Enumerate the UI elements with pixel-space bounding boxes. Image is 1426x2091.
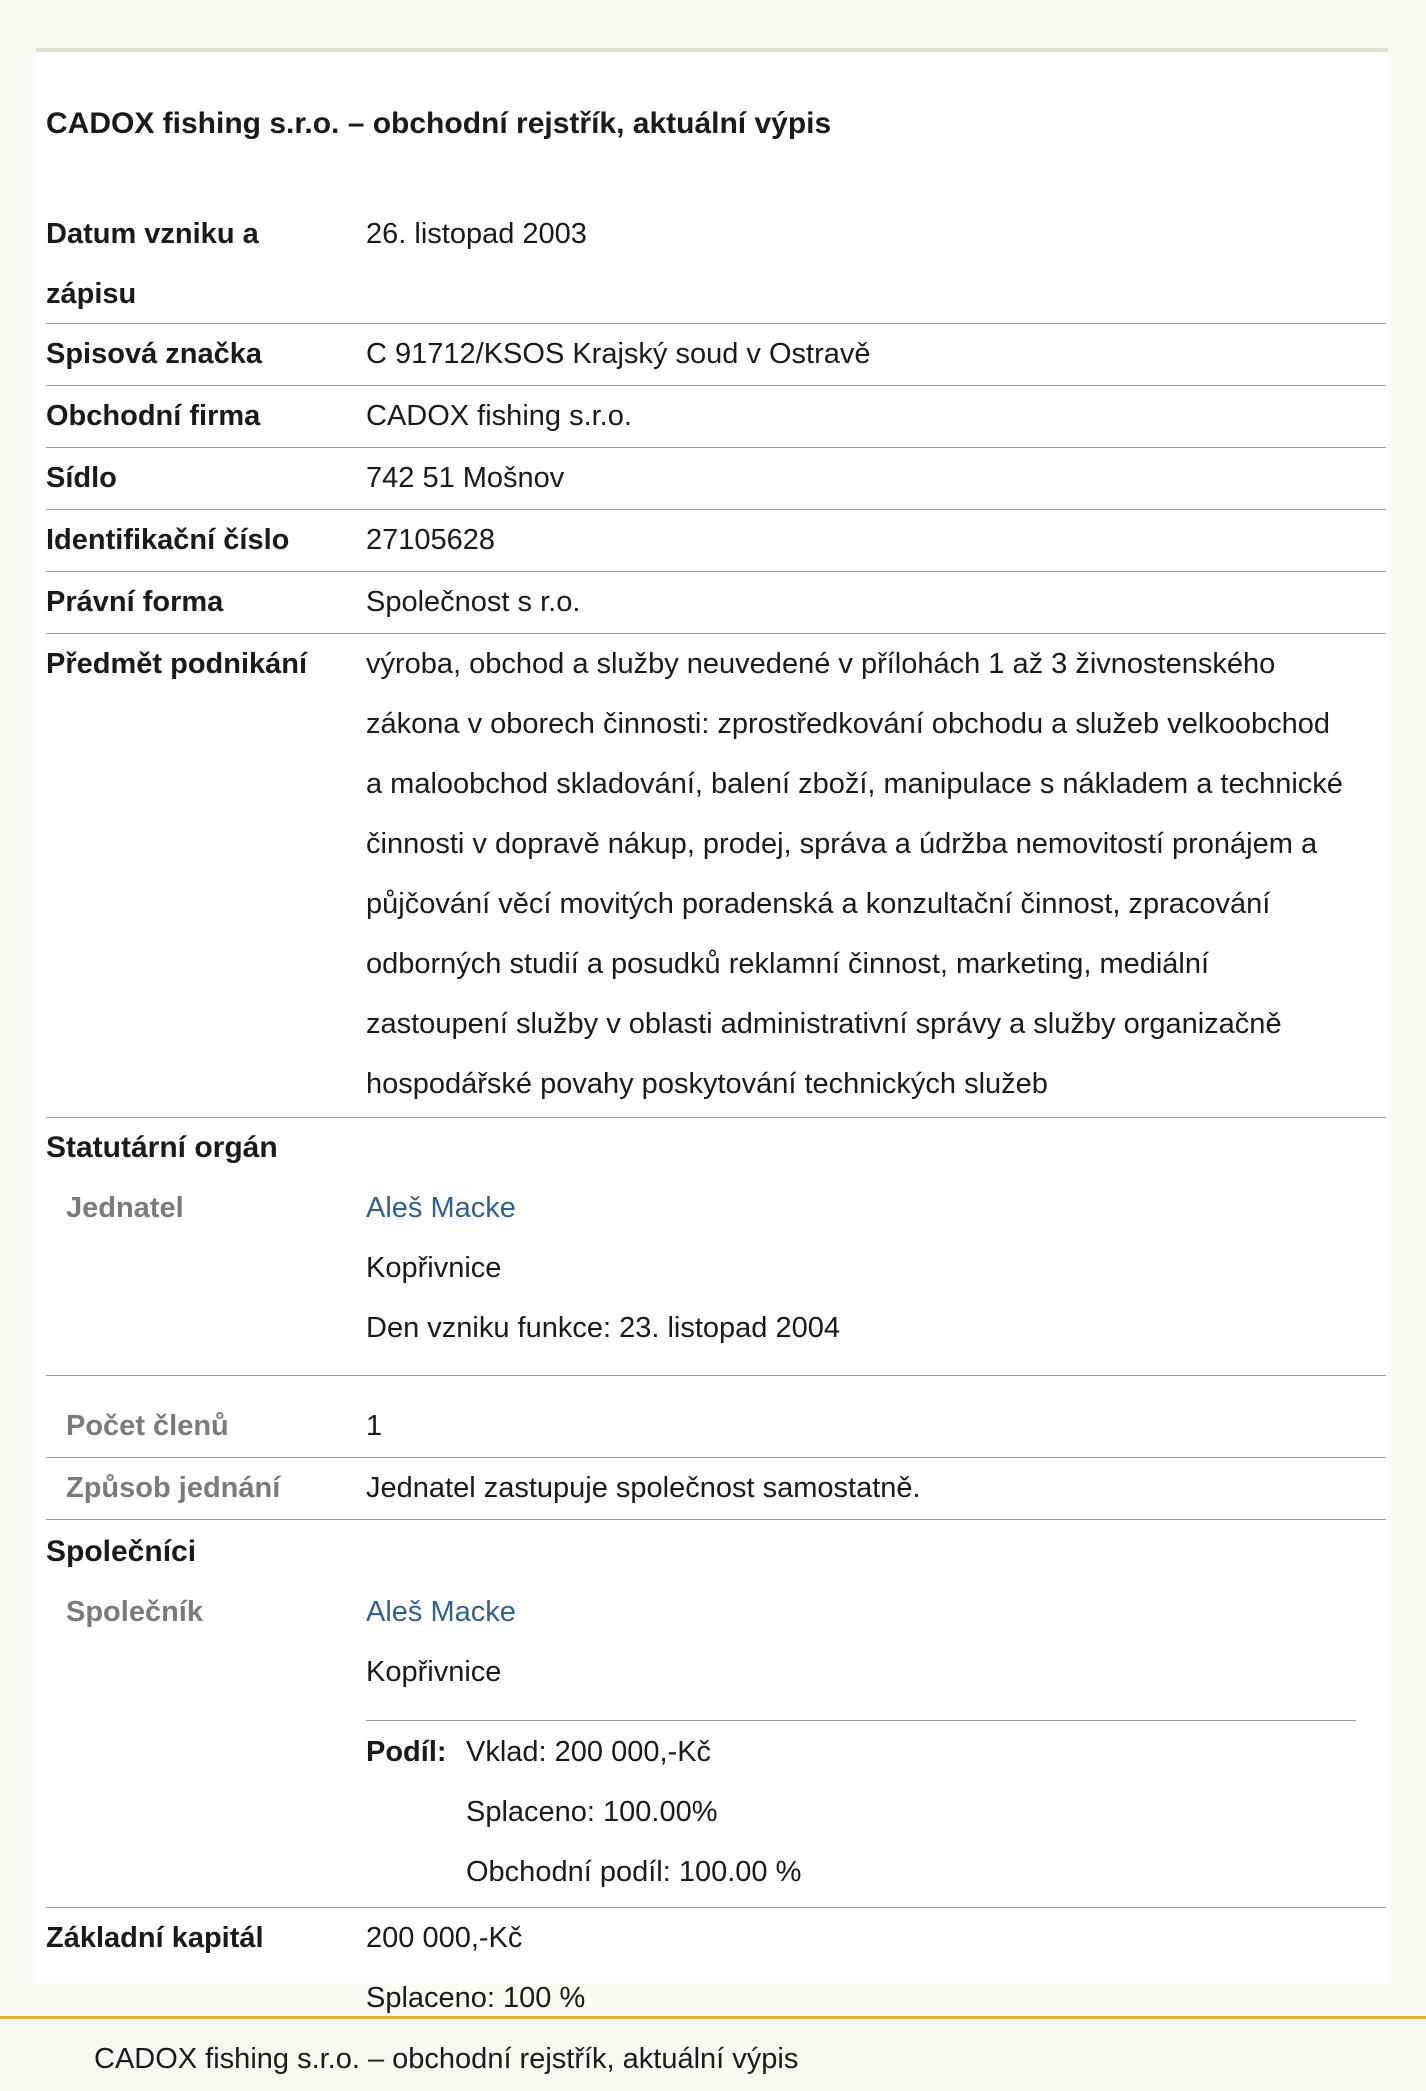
row-spolecnik	[46, 1582, 1386, 1908]
value-zakladni-kapital	[366, 1908, 1384, 2028]
label-pravni-forma: Právní forma	[46, 586, 224, 618]
forma-value-text: Společnost s r.o.	[366, 586, 581, 618]
podil-splaceno: Splaceno: 100.00%	[466, 1796, 718, 1828]
row-identifikacni-cislo	[46, 510, 1386, 572]
row-obchodni-firma	[46, 386, 1386, 448]
value-sidlo	[366, 448, 1384, 508]
ico-value-text: 27105628	[366, 524, 496, 556]
footer-bar	[0, 2016, 1426, 2091]
podil-obchodni-podil: Obchodní podíl: 100.00 %	[466, 1856, 802, 1888]
firma-value-text: CADOX fishing s.r.o.	[366, 400, 632, 432]
row-sidlo	[46, 448, 1386, 510]
predmet-line: výroba, obchod a služby neuvedené v přílohách 1 až 3 živnostenského	[366, 648, 1276, 680]
label-zpusob-jednani: Způsob jednání	[66, 1472, 281, 1504]
pocet-value-text: 1	[366, 1410, 383, 1442]
label-jednatel: Jednatel	[66, 1192, 184, 1224]
predmet-line: hospodářské povahy poskytování technických služeb	[366, 1068, 1048, 1100]
row-zakladni-kapital	[46, 1908, 1386, 2027]
label-datum-vzniku	[46, 204, 346, 324]
spolecnik-city: Kopřivnice	[366, 1656, 502, 1688]
podil-divider	[366, 1720, 1356, 1721]
section-statutarni-organ: Statutární orgán	[46, 1131, 278, 1164]
label-predmet-podnikani: Předmět podnikání	[46, 648, 308, 680]
jednatel-name-link[interactable]: Aleš Macke	[366, 1192, 516, 1224]
kapital-value: 200 000,-Kč	[366, 1922, 523, 1954]
value-jednatel	[366, 1178, 1384, 1358]
predmet-line: půjčování věcí movitých poradenská a konzultační činnost, zpracování	[366, 888, 1271, 920]
kapital-splaceno: Splaceno: 100 %	[366, 1982, 586, 2014]
label-pocet-clenu: Počet členů	[66, 1410, 229, 1442]
label-obchodni-firma: Obchodní firma	[46, 400, 261, 432]
podil-values	[466, 1722, 801, 1902]
datum-value-text: 26. listopad 2003	[366, 218, 587, 250]
podil-label: Podíl:	[366, 1736, 447, 1768]
section-spolecnici: Společníci	[46, 1535, 197, 1568]
page-title: CADOX fishing s.r.o. – obchodní rejstřík, aktuální výpis	[46, 107, 832, 140]
row-predmet-podnikani	[46, 634, 1386, 1118]
value-spolecnik	[366, 1582, 1384, 1702]
spisova-value-text: C 91712/KSOS Krajský soud v Ostravě	[366, 338, 871, 370]
label-spolecnik: Společník	[66, 1596, 203, 1628]
registry-card	[36, 48, 1388, 2014]
sidlo-value-text: 742 51 Mošnov	[366, 462, 565, 494]
predmet-line: zákona v oborech činnosti: zprostředkování obchodu a služeb velkoobchod	[366, 708, 1331, 740]
label-spisova-znacka: Spisová značka	[46, 338, 262, 370]
label-zakladni-kapital: Základní kapitál	[46, 1922, 264, 1954]
label-datum-line2: zápisu	[46, 278, 137, 310]
row-zpusob-jednani	[46, 1458, 1386, 1520]
row-datum-vzniku	[46, 204, 1386, 324]
podil-vklad: Vklad: 200 000,-Kč	[466, 1736, 712, 1768]
row-pocet-clenu	[46, 1396, 1386, 1458]
predmet-line: odborných studií a posudků reklamní činnost, marketing, mediální	[366, 948, 1210, 980]
predmet-line: činnosti v dopravě nákup, prodej, správa a údržba nemovitostí pronájem a	[366, 828, 1318, 860]
zpusob-value-text: Jednatel zastupuje společnost samostatně.	[366, 1472, 921, 1504]
footer-title: CADOX fishing s.r.o. – obchodní rejstřík, aktuální výpis	[94, 2043, 799, 2075]
value-identifikacni-cislo	[366, 510, 1384, 570]
row-spisova-znacka	[46, 324, 1386, 386]
jednatel-city: Kopřivnice	[366, 1252, 502, 1284]
label-datum-line1: Datum vzniku a	[46, 218, 259, 250]
value-datum-vzniku	[366, 204, 1384, 264]
predmet-line: zastoupení služby v oblasti administrativní správy a služby organizačně	[366, 1008, 1282, 1040]
spolecnik-name-link[interactable]: Aleš Macke	[366, 1596, 516, 1628]
label-identifikacni-cislo: Identifikační číslo	[46, 524, 290, 556]
value-obchodni-firma	[366, 386, 1384, 446]
value-predmet-podnikani	[366, 634, 1384, 1114]
jednatel-since: Den vzniku funkce: 23. listopad 2004	[366, 1312, 840, 1344]
value-pocet-clenu	[366, 1396, 1384, 1456]
value-spisova-znacka	[366, 324, 1384, 384]
row-jednatel	[46, 1178, 1386, 1376]
value-zpusob-jednani	[366, 1458, 1384, 1518]
label-sidlo: Sídlo	[46, 462, 117, 494]
predmet-line: a maloobchod skladování, balení zboží, manipulace s nákladem a technické	[366, 768, 1343, 800]
row-pravni-forma	[46, 572, 1386, 634]
value-pravni-forma	[366, 572, 1384, 632]
